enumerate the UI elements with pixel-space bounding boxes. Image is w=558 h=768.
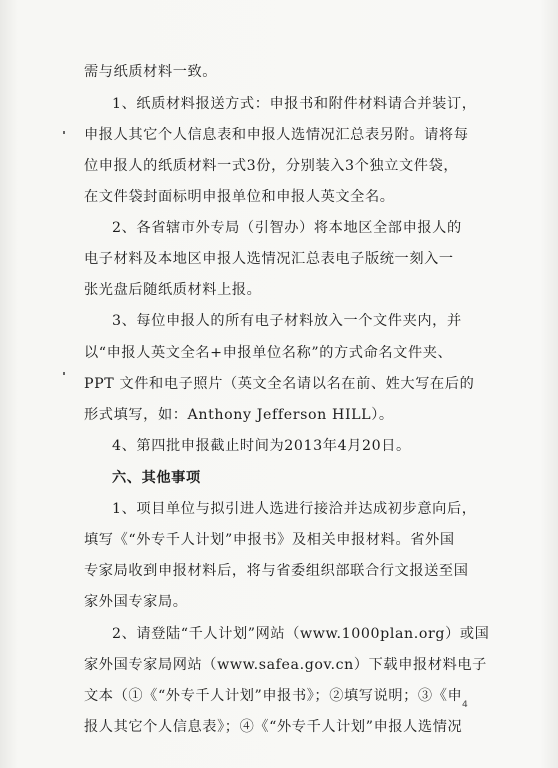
text-line: 1、项目单位与拟引进人选进行接洽并达成初步意向后， — [112, 501, 477, 517]
text-line: 家外国专家局网站（www.safea.gov.cn）下载申报材料电子 — [84, 657, 487, 673]
page-number: 4 — [462, 700, 468, 710]
text-line: 家外国专家局。 — [84, 594, 188, 610]
text-line: 填写《“外专千人计划”申报书》及相关申报材料。省外国 — [84, 532, 455, 548]
margin-mark — [63, 131, 65, 134]
text-line: 4、第四批申报截止时间为2013年4月20日。 — [112, 438, 411, 454]
text-line: 2、请登陆“千人计划”网站（www.1000plan.org）或国 — [112, 626, 490, 642]
margin-mark — [63, 372, 65, 375]
text-line: 1、纸质材料报送方式：申报书和附件材料请合并装订， — [112, 96, 477, 112]
text-line: 需与纸质材料一致。 — [84, 64, 218, 80]
text-line: 文本（①《“外专千人计划”申报书》；②填写说明；③《申 — [84, 688, 463, 704]
text-line: PPT 文件和电子照片（英文全名请以名在前、姓大写在后的 — [84, 376, 475, 392]
text-line: 专家局收到申报材料后，将与省委组织部联合行文报送至国 — [84, 563, 469, 579]
text-line: 电子材料及本地区申报人选情况汇总表电子版统一刻入一 — [84, 251, 454, 267]
text-line: 报人其它个人信息表》；④《“外专千人计划”申报人选情况 — [84, 719, 463, 735]
text-line: 在文件袋封面标明申报单位和申报人英文全名。 — [84, 189, 395, 205]
text-line: 张光盘后随纸质材料上报。 — [84, 282, 262, 298]
text-line: 申报人其它个人信息表和申报人选情况汇总表另附。请将每 — [84, 127, 469, 143]
section-heading: 六、其他事项 — [112, 470, 201, 486]
text-line: 以“申报人英文全名+申报单位名称”的方式命名文件夹、 — [84, 345, 453, 361]
text-line: 位申报人的纸质材料一式3份，分别装入3个独立文件袋， — [84, 158, 459, 174]
text-line: 2、各省辖市外专局（引智办）将本地区全部申报人的 — [112, 220, 462, 236]
text-line: 3、每位申报人的所有电子材料放入一个文件夹内，并 — [112, 313, 462, 329]
text-line: 形式填写，如：Anthony Jefferson HILL）。 — [84, 407, 394, 423]
